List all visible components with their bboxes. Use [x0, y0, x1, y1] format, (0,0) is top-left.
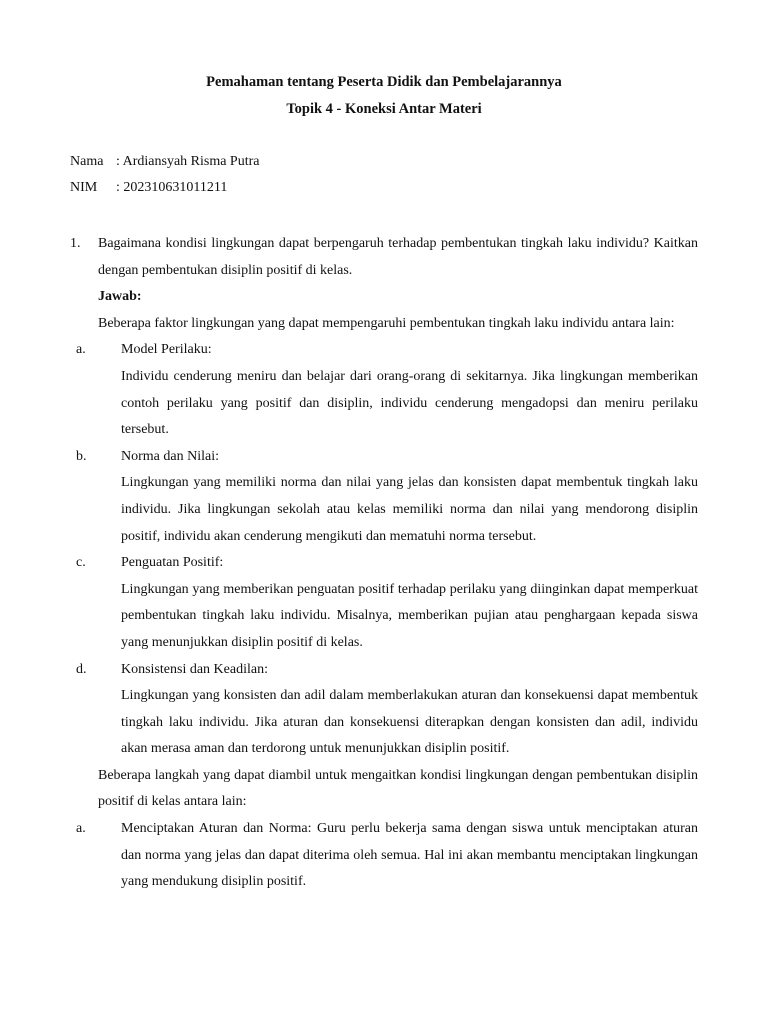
- nim-row: [70, 175, 260, 201]
- factor-text: Lingkungan yang konsisten dan adil dalam memberlakukan aturan dan konsekuensi dapat membentuk tingkah laku individu. Jika aturan dan konsekuensi diterapkan dengan konsisten dan adil, individu akan merasa aman dan terdorong untuk menunjukkan disiplin positif.: [121, 688, 698, 757]
- factor-item: [76, 337, 698, 443]
- factor-text: Individu cenderung meniru dan belajar dari orang-orang di sekitarnya. Jika lingkungan memberikan contoh perilaku yang positif dan disiplin, individu cenderung mengadopsi dan meniru perilaku tersebut.: [121, 368, 698, 438]
- step-text: Menciptakan Aturan dan Norma: Guru perlu bekerja sama dengan siswa untuk menciptakan aturan dan norma yang jelas dan dapat diterima oleh semua. Hal ini akan membantu menciptakan lingkungan yang mendukung disiplin positif.: [121, 821, 698, 890]
- question-text: Bagaimana kondisi lingkungan dapat berpengaruh terhadap pembentukan tingkah laku individu? Kaitkan dengan pembentukan disiplin positif di kelas.: [98, 236, 698, 278]
- factor-marker: d.: [76, 661, 87, 677]
- factor-marker: c.: [76, 555, 86, 571]
- factor-marker: a.: [76, 342, 86, 358]
- step-item: [76, 816, 698, 896]
- document-title: Pemahaman tentang Peserta Didik dan Pembelajarannya: [206, 74, 562, 90]
- factor-text: Lingkungan yang memiliki norma dan nilai yang jelas dan konsisten dapat membentuk tingkah laku individu. Jika lingkungan sekolah atau kelas memiliki norma dan nilai yang mendorong disiplin positif, individu akan cenderung mengikuti dan mematuhi norma tersebut.: [121, 475, 698, 544]
- factor-item: [76, 444, 698, 550]
- factor-item: [76, 657, 698, 763]
- question-body: [76, 231, 698, 896]
- answer-label: Jawab:: [98, 289, 142, 305]
- step-marker: a.: [76, 821, 86, 837]
- nim-value: : 202310631011211: [116, 180, 228, 195]
- document-subtitle: Topik 4 - Koneksi Antar Materi: [286, 101, 482, 117]
- name-label: Nama: [70, 154, 104, 169]
- factor-title: Penguatan Positif:: [121, 555, 224, 571]
- question-number: 1.: [70, 236, 81, 251]
- answer-intro: Beberapa faktor lingkungan yang dapat mempengaruhi pembentukan tingkah laku individu antara lain:: [98, 315, 675, 331]
- question-block: [70, 231, 698, 896]
- nim-label: NIM: [70, 180, 98, 195]
- factor-title: Model Perilaku:: [121, 342, 212, 358]
- student-info: [70, 149, 260, 201]
- name-row: [70, 149, 260, 175]
- factor-title: Norma dan Nilai:: [121, 448, 219, 464]
- factor-marker: b.: [76, 448, 87, 464]
- factor-title: Konsistensi dan Keadilan:: [121, 661, 268, 677]
- steps-intro: Beberapa langkah yang dapat diambil untuk mengaitkan kondisi lingkungan dengan pembentukan disiplin positif di kelas antara lain:: [98, 767, 698, 810]
- factor-text: Lingkungan yang memberikan penguatan positif terhadap perilaku yang diinginkan dapat memperkuat pembentukan tingkah laku individu. Misalnya, memberikan pujian atau penghargaan kepada siswa yang menunjukkan disiplin positif di kelas.: [121, 581, 698, 650]
- factor-item: [76, 550, 698, 656]
- name-value: : Ardiansyah Risma Putra: [116, 154, 260, 169]
